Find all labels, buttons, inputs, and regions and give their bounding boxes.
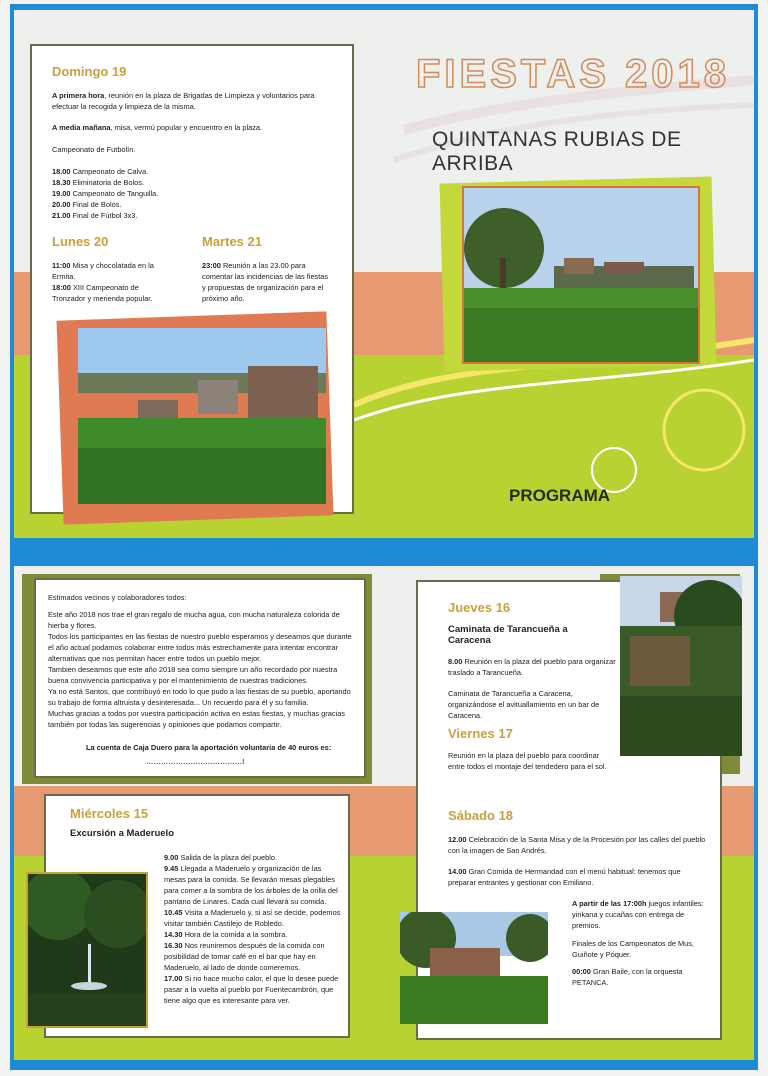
miercoles-schedule xyxy=(164,852,344,1006)
schedule-text: Visita a Maderuelo y, si así se decide, podemos visitar también Castilejo de Robledo. xyxy=(164,908,341,928)
sabado-schedule xyxy=(448,834,708,898)
lunes-heading: Lunes 20 xyxy=(52,234,109,249)
schedule-time: 17.00 xyxy=(164,974,185,983)
domingo-schedule xyxy=(52,166,158,221)
schedule-text: XIII Campeonato de Tronzador y merienda popular. xyxy=(52,283,153,303)
domingo-schedule-item xyxy=(52,177,158,188)
schedule-time: 16.30 xyxy=(164,941,185,950)
lunes-schedule-item xyxy=(52,282,172,304)
schedule-time: 18:00 xyxy=(52,283,73,292)
schedule-time: 21.00 xyxy=(52,211,73,220)
welcome-letter-card xyxy=(34,578,366,778)
letter-paragraph: Todos los participantes en las fiestas de nuestro pueblo esperamos y deseamos que durante el año actual podamos colaborar entre todos más estrechamente para intentar encontrar alternativas que nos permitan hacer entre todos un pueblo mejor. xyxy=(48,632,352,663)
account-label: La cuenta de Caja Duero para la aportación voluntaria de 40 euros es: xyxy=(86,743,332,752)
domingo-heading: Domingo 19 xyxy=(52,64,127,79)
schedule-text: Campeonato de Calva. xyxy=(72,167,149,176)
schedule-text: Hora de la comida a la sombra. xyxy=(184,930,288,939)
sabado-heading: Sábado 18 xyxy=(448,808,514,823)
village-name: QUINTANAS RUBIAS DE ARRIBA xyxy=(432,128,682,175)
miercoles-schedule-item xyxy=(164,863,344,907)
letter-paragraph: Este año 2018 nos trae el gran regalo de mucha agua, con mucha naturaleza colorida de hierba y flores. xyxy=(48,610,340,630)
miercoles-schedule-item xyxy=(164,973,344,1006)
domingo-schedule-item xyxy=(52,166,158,177)
sabado-schedule-item xyxy=(448,834,708,856)
schedule-time: 18.30 xyxy=(52,178,73,187)
miercoles-schedule-item xyxy=(164,929,344,940)
domingo-paragraph-1: A primera hora, reunión en la plaza de Brigadas de Limpieza y voluntarios para efectuar la recogida y limpieza de la misma. xyxy=(52,91,315,111)
lunes-schedule-item xyxy=(52,260,172,282)
schedule-time: 11:00 xyxy=(52,261,73,270)
miercoles-subheading: Excursión a Maderuelo xyxy=(70,828,175,839)
letter-paragraphs xyxy=(48,609,353,730)
jueves-heading: Jueves 16 xyxy=(448,600,511,615)
schedule-time: 14.00 xyxy=(448,867,469,876)
letter-paragraph: Tambien deseamos que este año 2018 sea como siempre un año recordado por nuestra buena convivencia participativa y por el mantenimiento de nuestras tradiciones. xyxy=(48,665,338,685)
schedule-time: 9.45 xyxy=(164,864,181,873)
miercoles-heading: Miércoles 15 xyxy=(70,806,149,821)
schedule-text: Celebración de la Santa Misa y de la Procesión por las calles del pueblo con la imagen de San Andrés. xyxy=(448,835,706,855)
sabado-finals: Finales de los Campeonatos de Mus, Guiñote y Póquer. xyxy=(572,939,695,959)
letter-paragraph: Muchas gracias a todos por vuestra participación activa en estas fiestas, y muchas gracias también por todas las sugerencias y opiniones que podamos compartir. xyxy=(48,709,346,729)
schedule-time: 18.00 xyxy=(52,167,73,176)
miercoles-schedule-item xyxy=(164,907,344,929)
schedule-text: Gran Comida de Hermandad con el menú habitual: tenemos que preparar entrantes y gestionar con Emiliano. xyxy=(448,867,681,887)
domingo-paragraph-2: A media mañana, misa, vermú popular y encuentro en la plaza. xyxy=(52,123,263,132)
schedule-time: 20.00 xyxy=(52,200,73,209)
schedule-text: Salida de la plaza del pueblo. xyxy=(180,853,278,862)
jueves-text: 8.00 Reunión en la plaza del pueblo para organizar traslado a Tarancueña. xyxy=(448,657,616,677)
schedule-time: 19.00 xyxy=(52,189,73,198)
domingo-schedule-item xyxy=(52,199,158,210)
letter-paragraph: Ya no está Santos, que contribuyó en todo lo que pudo a las fiestas de su pueblo, aportando su trabajo de forma altruista y desinteresada... Un recuerdo para él y su familia. xyxy=(48,687,351,707)
programa-label: PROGRAMA xyxy=(509,486,611,505)
schedule-text: Misa y chocolatada en la Ermita. xyxy=(52,261,154,281)
outer-page xyxy=(14,10,754,538)
jueves-text-2: Caminata de Tarancueña a Caracena, organizándose el avituallamiento en un bar de Caracena. xyxy=(448,689,600,720)
sabado-schedule-item xyxy=(448,866,708,888)
schedule-time: 10.45 xyxy=(164,908,185,917)
schedule-time: 9.00 xyxy=(164,853,181,862)
church-photo xyxy=(620,576,742,756)
fountain-photo xyxy=(26,872,148,1028)
schedule-time: 12.00 xyxy=(448,835,469,844)
schedule-text: Final de Fútbol 3x3. xyxy=(72,211,138,220)
schedule-text: Campeonato de Tanguilla. xyxy=(72,189,159,198)
schedule-text: Eliminatoria de Bolos. xyxy=(72,178,145,187)
ruins-photo xyxy=(78,328,326,504)
schedule-text: Final de Bolos. xyxy=(72,200,122,209)
martes-heading: Martes 21 xyxy=(202,234,262,249)
sabado-afternoon: A partir de las 17:00h juegos infantiles: yinkana y cucañas con entrega de premios. xyxy=(572,899,704,930)
miercoles-schedule-item xyxy=(164,852,344,863)
field-photo xyxy=(462,186,700,364)
sabado-dance: 00:00 Gran Baile, con la orquesta PETANCA. xyxy=(572,967,683,987)
schedule-time: 14.30 xyxy=(164,930,185,939)
domingo-schedule-item xyxy=(52,210,158,221)
schedule-text: Si no hace mucho calor, el que lo desee puede pasar a la vuelta al pueblo por Fuentecambrón, que tiene algo que es interesante para ver. xyxy=(164,974,339,1005)
letter-greeting: Estimados vecinos y colaboradores todos: xyxy=(48,593,187,602)
viernes-heading: Viernes 17 xyxy=(448,726,513,741)
lunes-schedule xyxy=(52,260,172,304)
schedule-text: Llegada a Maderuelo y organización de las mesas para la comida. Se llevarán mesas plegables para comer a la sombra de los árboles de la orilla del pantano de Linares. Cada cual llevará su comida. xyxy=(164,864,338,906)
viernes-text: Reunión en la plaza del pueblo para coordinar entre todos el montaje del tendedero para el sol. xyxy=(448,751,607,771)
jueves-subheading: Caminata de Tarancueña a Caracena xyxy=(448,624,568,646)
martes-text: 23:00 Reunión a las 23.00 para comentar las incidencias de las fiestas y propuestas de organización para el próximo año. xyxy=(202,261,329,303)
welcome-letter xyxy=(48,592,353,730)
account-number: …………………………………! xyxy=(146,757,245,766)
domingo-schedule-item xyxy=(52,188,158,199)
domingo-paragraph-3: Campeonato de Futbolín. xyxy=(52,145,136,154)
barn-photo xyxy=(400,912,548,1024)
miercoles-schedule-item xyxy=(164,940,344,973)
fiestas-title: FIESTAS 2018 xyxy=(416,52,731,96)
inner-page xyxy=(14,566,754,1060)
schedule-text: Nos reuniremos después de la comida con posibilidad de tomar café en el bar que hay en Maderuelo, al lado de donde comeremos. xyxy=(164,941,325,972)
